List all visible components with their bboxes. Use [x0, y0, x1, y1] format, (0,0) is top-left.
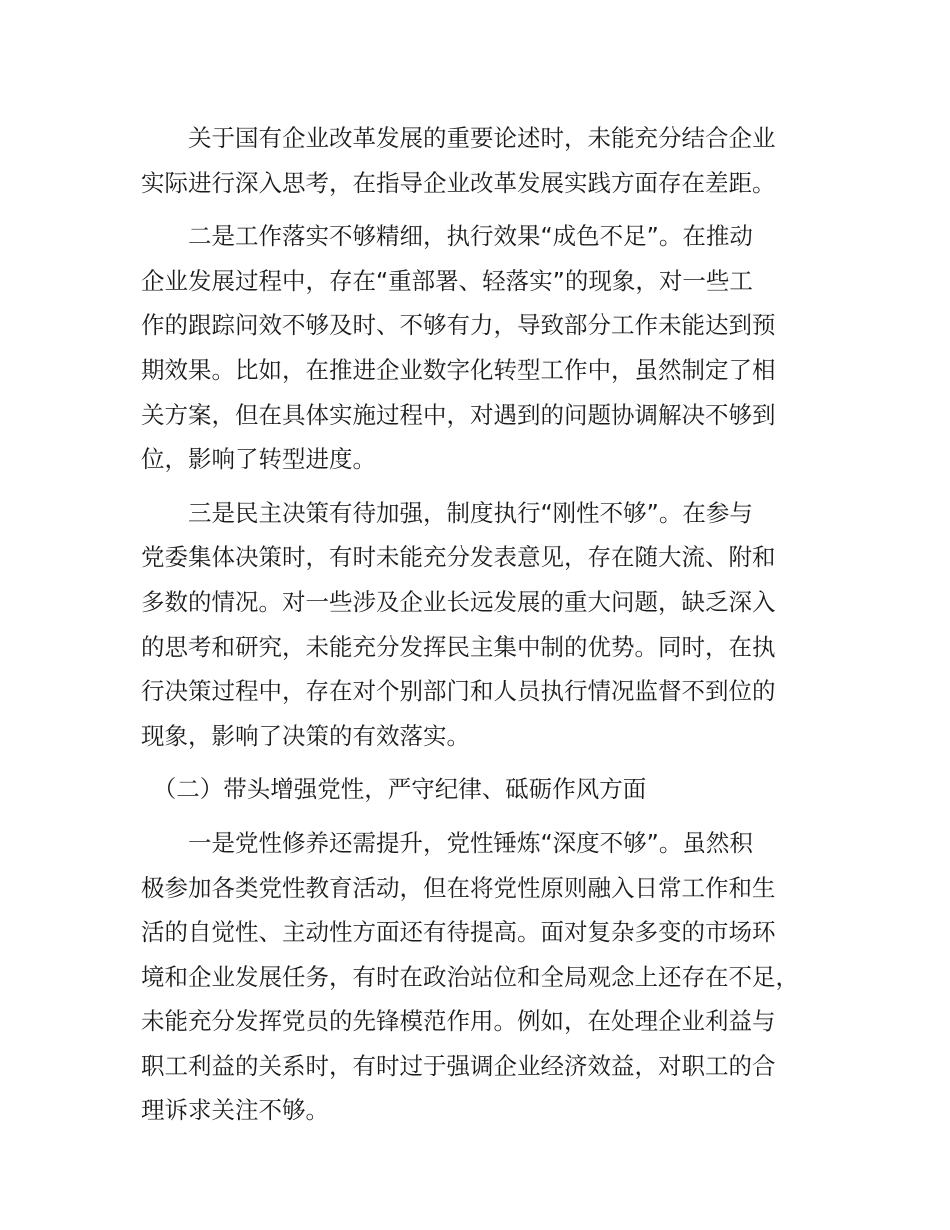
text-line: 理诉求关注不够。	[141, 1096, 329, 1125]
text-line: 活的自觉性、主动性方面还有待提高。面对复杂多变的市场环	[141, 918, 776, 947]
paragraph-point-three	[141, 491, 831, 759]
text-line: 现象，影响了决策的有效落实。	[141, 721, 470, 750]
text-line: 未能充分发挥党员的先锋模范作用。例如，在处理企业利益与	[141, 1007, 776, 1036]
paragraph-point-two	[141, 214, 831, 482]
text-line: 企业发展过程中，存在“重部署、轻落实”的现象，对一些工	[141, 266, 753, 295]
text-line: 的思考和研究，未能充分发挥民主集中制的优势。同时，在执	[141, 632, 776, 661]
document-body	[141, 116, 831, 1133]
text-line: 党委集体决策时，有时未能充分发表意见，存在随大流、附和	[141, 543, 776, 572]
text-line: 一是党性修养还需提升，党性锤炼“深度不够”。虽然积	[141, 828, 753, 857]
paragraph-continuation	[141, 116, 831, 205]
text-line: 多数的情况。对一些涉及企业长远发展的重大问题，缺乏深入	[141, 587, 776, 616]
text-line: 极参加各类党性教育活动，但在将党性原则融入日常工作和生	[141, 873, 776, 902]
text-line: 位，影响了转型进度。	[141, 445, 376, 474]
text-line: 二是工作落实不够精细，执行效果“成色不足”。在推动	[141, 222, 753, 251]
section-heading	[141, 767, 831, 812]
heading-line: （二）带头增强党性，严守纪律、砥砺作风方面	[141, 775, 647, 804]
paragraph-point-one	[141, 821, 831, 1133]
text-line: 关于国有企业改革发展的重要论述时，未能充分结合企业	[141, 124, 776, 152]
text-line: 行决策过程中，存在对个别部门和人员执行情况监督不到位的	[141, 677, 776, 706]
text-line: 实际进行深入思考，在指导企业改革发展实践方面存在差距。	[141, 168, 776, 197]
text-line: 作的跟踪问效不够及时、不够有力，导致部分工作未能达到预	[141, 311, 776, 340]
text-line: 职工利益的关系时，有时过于强调企业经济效益，对职工的合	[141, 1051, 776, 1080]
text-line: 期效果。比如，在推进企业数字化转型工作中，虽然制定了相	[141, 355, 776, 384]
text-line: 三是民主决策有待加强，制度执行“刚性不够”。在参与	[141, 498, 753, 527]
text-line: 关方案，但在具体实施过程中，对遇到的问题协调解决不够到	[141, 400, 776, 429]
text-line: 境和企业发展任务，有时在政治站位和全局观念上还存在不足，	[141, 962, 799, 991]
